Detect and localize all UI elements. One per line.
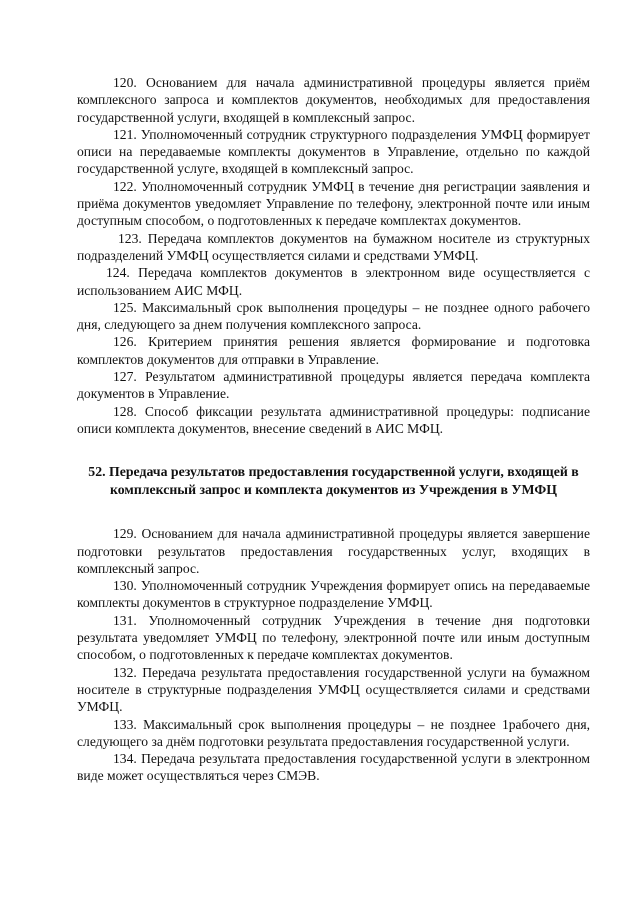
section-heading: 52. Передача результатов предоставления государственной услуги, входящей в комплексный запрос и комплекта документов из Учреждения в УМФЦ [88,464,579,498]
paragraph-127: 127. Результатом административной процедуры является передача комплекта документов в Управление. [77,369,590,402]
paragraph-123: 123. Передача комплектов документов на бумажном носителе из структурных подразделений УМФЦ осуществляется силами и средствами УМФЦ. [77,230,590,263]
paragraph-129: 129. Основанием для начала административной процедуры является завершение подготовки результатов предоставления государственных услуг, входящих в комплексный запрос. [77,526,590,576]
paragraph-132: 132. Передача результата предоставления государственной услуги на бумажном носителе в структурные подразделения УМФЦ осуществляется силами и средствами УМФЦ. [77,664,590,715]
paragraph-122: 122. Уполномоченный сотрудник УМФЦ в течение дня регистрации заявления и приёма документов уведомляет Управление по телефону, электронной почте или иным доступным способом, о подготовленных к передаче комплектах документов. [77,178,590,229]
paragraph-133: 133. Максимальный срок выполнения процедуры – не позднее 1рабочего дня, следующего за днём подготовки результата предоставления государственной услуги. [77,716,590,749]
paragraph-120: 120. Основанием для начала административной процедуры является приём комплексного запроса и комплектов документов, необходимых для предоставления государственной услуги, входящей в комплексный запрос. [77,75,590,125]
paragraph-134: 134. Передача результата предоставления государственной услуги в электронном виде может осуществляться через СМЭВ. [77,751,590,784]
paragraph-124: 124. Передача комплектов документов в электронном виде осуществляется с использованием АИС МФЦ. [77,265,590,298]
paragraph-128: 128. Способ фиксации результата административной процедуры: подписание описи комплекта документов, внесение сведений в АИС МФЦ. [77,403,590,436]
paragraph-125: 125. Максимальный срок выполнения процедуры – не позднее одного рабочего дня, следующего за днем получения комплексного запроса. [77,299,590,333]
paragraph-121: 121. Уполномоченный сотрудник структурного подразделения УМФЦ формирует описи на передаваемые комплекты документов в Управление, отдельно по каждой государственной услуге, входящей в комплексный запрос. [77,126,590,177]
paragraph-126: 126. Критерием принятия решения является формирование и подготовка комплектов документов для отправки в Управление. [77,334,590,367]
paragraph-131: 131. Уполномоченный сотрудник Учреждения в течение дня подготовки результата уведомляет УМФЦ по телефону, электронной почте или иным доступным способом, о подготовленных к передаче комплектах документов. [77,612,590,663]
document-page [77,74,590,785]
paragraph-130: 130. Уполномоченный сотрудник Учреждения формирует опись на передаваемые комплекты документов в структурное подразделение УМФЦ. [77,578,590,611]
